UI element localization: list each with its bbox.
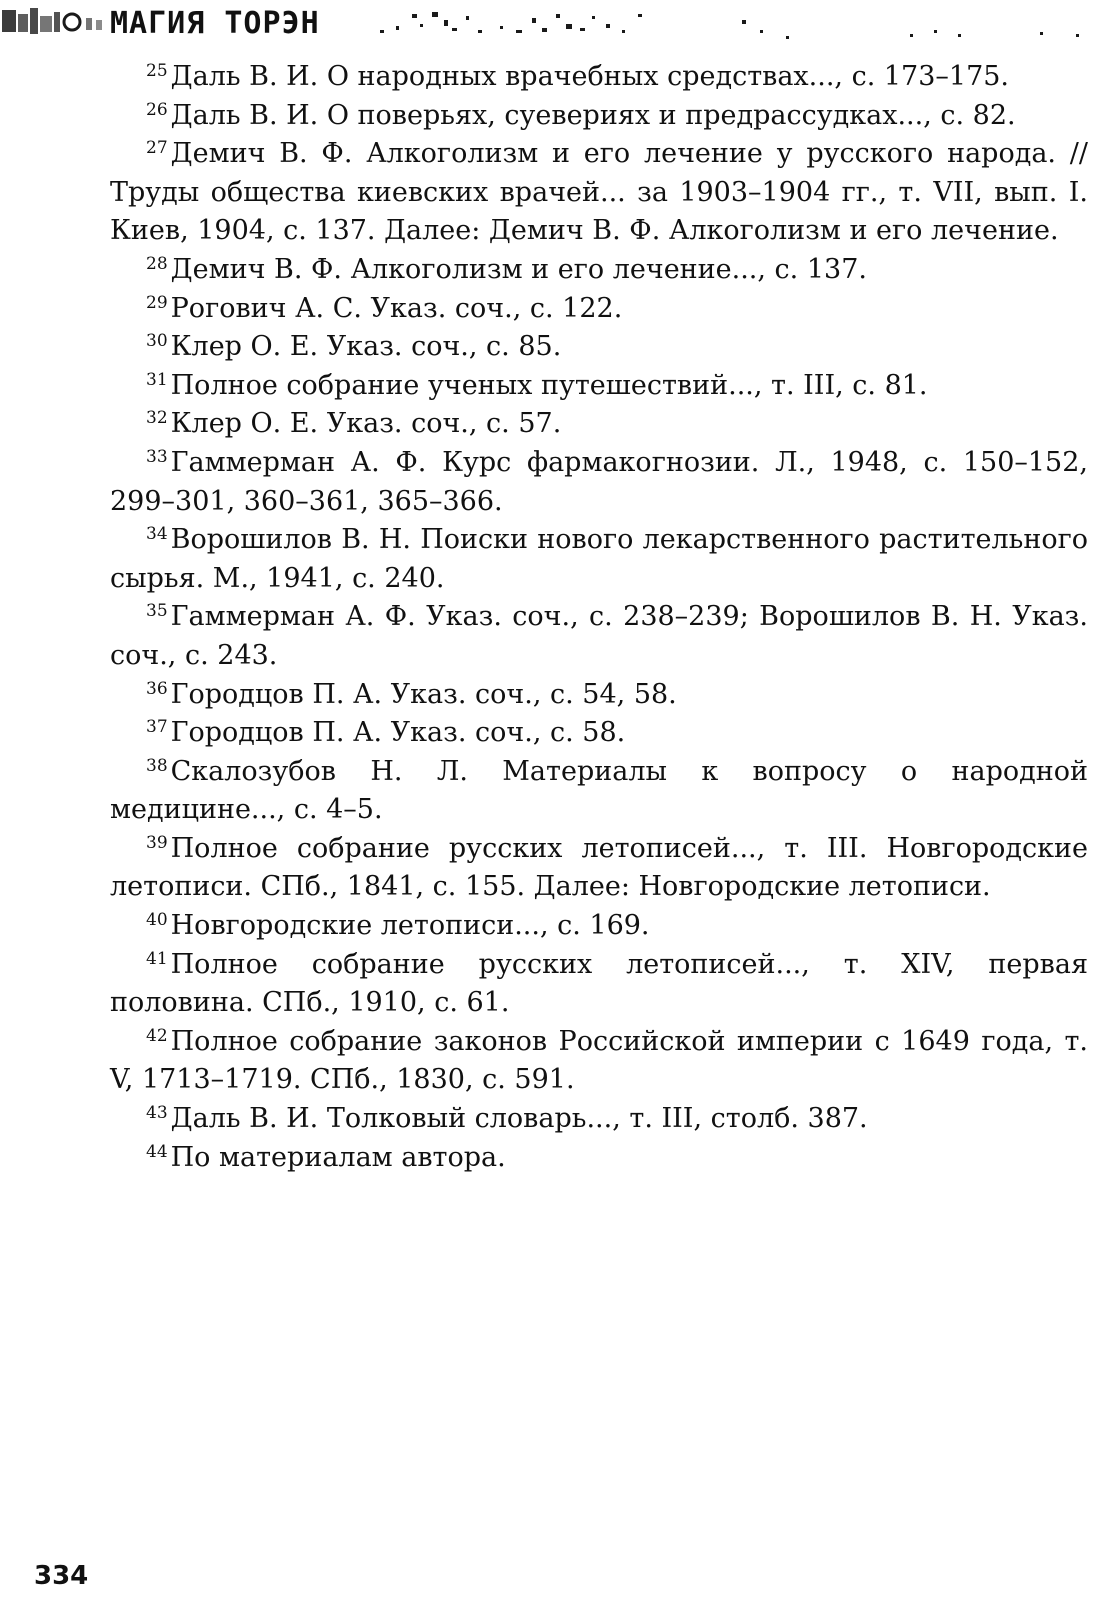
endnote-number: 34 — [146, 524, 168, 545]
endnote — [110, 1023, 1088, 1100]
endnote-text: Демич В. Ф. Алкоголизм и его лечение у русского народа. // Труды общества киевских врачей... за 1903–1904 гг., т. VII, вып. I. Киев, 1904, с. 137. Далее: Демич В. Ф. Алкоголизм и его лечение. — [110, 138, 1088, 247]
endnote-text: Даль В. И. О народных врачебных средствах..., с. 173–175. — [170, 61, 1010, 92]
endnote-number: 32 — [146, 408, 168, 429]
endnote-text: Ворошилов В. Н. Поиски нового лекарственного растительного сырья. М., 1941, с. 240. — [110, 524, 1088, 594]
endnote — [110, 290, 1088, 329]
endnote — [110, 135, 1088, 251]
endnote — [110, 907, 1088, 946]
endnote — [110, 444, 1088, 521]
endnote — [110, 405, 1088, 444]
endnote-text: Городцов П. А. Указ. соч., с. 58. — [170, 717, 626, 749]
endnote-number: 25 — [146, 61, 168, 81]
endnote — [110, 58, 1088, 97]
endnote — [110, 598, 1088, 675]
endnote — [110, 97, 1088, 136]
endnote-text: Скалозубов Н. Л. Материалы к вопросу о народной медицине..., с. 4–5. — [110, 755, 1088, 826]
endnote-text: Гаммерман А. Ф. Указ. соч., с. 238–239; Ворошилов В. Н. Указ. соч., с. 243. — [110, 601, 1088, 671]
endnote-text: Полное собрание русских летописей..., т. III. Новгородские летописи. СПб., 1841, с. 155. Далее: Новгородские летописи. — [110, 832, 1088, 903]
endnote — [110, 251, 1088, 290]
endnote-number: 40 — [146, 910, 168, 931]
endnote-text: Гаммерман А. Ф. Курс фармакогнозии. Л., 1948, с. 150–152, 299–301, 360–361, 365–366. — [110, 446, 1088, 517]
endnote-number: 33 — [146, 446, 168, 467]
endnote-number: 42 — [146, 1025, 168, 1046]
running-head-title: МАГИЯ ТОРЭН — [110, 6, 320, 41]
endnote-number: 28 — [146, 253, 168, 274]
page-number: 334 — [34, 1561, 89, 1591]
endnotes-list — [110, 58, 1088, 1177]
endnote — [110, 676, 1088, 715]
endnote-text: Рогович А. С. Указ. соч., с. 122. — [170, 292, 623, 324]
endnote-text: Даль В. И. Толковый словарь..., т. III, столб. 387. — [170, 1103, 868, 1135]
endnote-number: 44 — [146, 1141, 168, 1162]
endnote — [110, 367, 1088, 406]
endnote-text: Клер О. Е. Указ. соч., с. 57. — [170, 408, 562, 440]
endnote-text: Полное собрание законов Российской империи с 1649 года, т. V, 1713–1719. СПб., 1830, с. 591. — [110, 1025, 1088, 1096]
endnote-text: Городцов П. А. Указ. соч., с. 54, 58. — [170, 678, 677, 710]
endnote — [110, 521, 1088, 598]
endnote-number: 38 — [146, 755, 168, 776]
endnote — [110, 753, 1088, 830]
endnote-number: 29 — [146, 292, 168, 313]
endnote-text: Новгородские летописи..., с. 169. — [170, 910, 650, 942]
endnote-text: Полное собрание русских летописей..., т. XIV, первая половина. СПб., 1910, с. 61. — [110, 948, 1088, 1019]
endnote-text: Полное собрание ученых путешествий..., т. III, с. 81. — [170, 369, 928, 401]
endnote-text: Даль В. И. О поверьях, суевериях и предрассудках..., с. 82. — [170, 99, 1016, 131]
endnote-text: По материалам автора. — [170, 1141, 506, 1173]
endnote-number: 35 — [146, 601, 168, 622]
endnote — [110, 714, 1088, 753]
endnote — [110, 830, 1088, 907]
endnote-number: 41 — [146, 948, 168, 969]
endnote-number: 36 — [146, 678, 168, 699]
endnote-text: Демич В. Ф. Алкоголизм и его лечение..., с. 137. — [170, 253, 867, 285]
endnote — [110, 328, 1088, 367]
endnote — [110, 1139, 1088, 1178]
endnote-number: 39 — [146, 832, 168, 853]
endnote-number: 26 — [146, 99, 168, 120]
endnote-number: 27 — [146, 138, 168, 159]
endnote-number: 31 — [146, 369, 168, 390]
endnote-text: Клер О. Е. Указ. соч., с. 85. — [170, 331, 562, 363]
endnote — [110, 1100, 1088, 1139]
endnote-number: 30 — [146, 331, 168, 352]
endnote — [110, 946, 1088, 1023]
endnote-number: 43 — [146, 1103, 168, 1124]
endnote-number: 37 — [146, 717, 168, 738]
running-head — [0, 0, 1108, 52]
